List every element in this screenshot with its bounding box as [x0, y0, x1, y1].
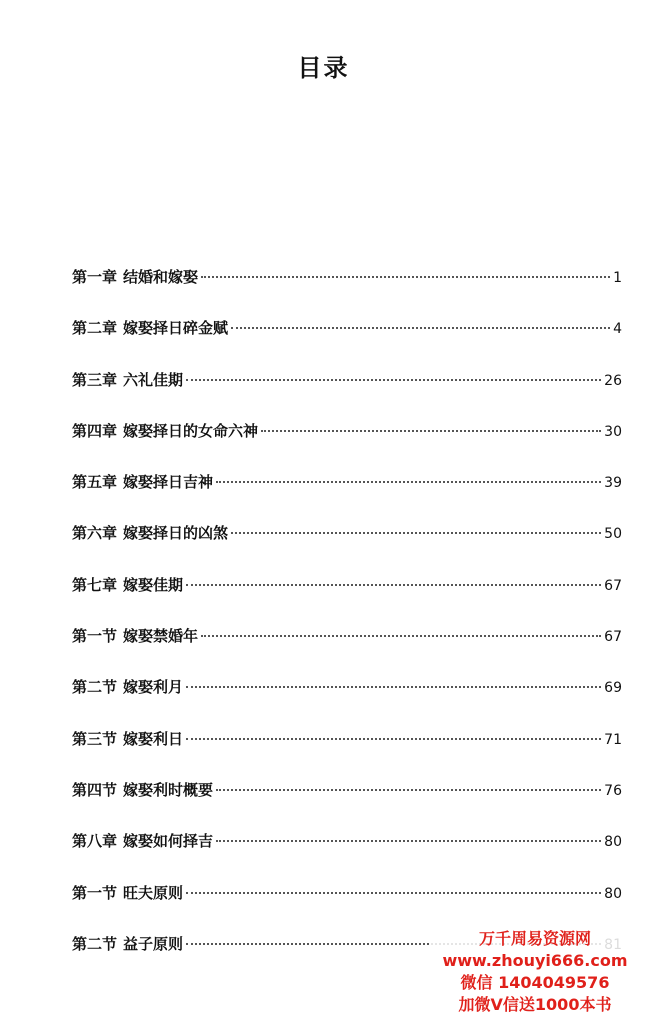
toc-entry-label [72, 676, 183, 697]
toc-entry-title: 六礼佳期 [123, 370, 184, 389]
toc-entry-title: 嫁娶择日碎金赋 [123, 319, 229, 338]
toc-entry-page-number: 71 [604, 731, 622, 748]
toc-entry-label [72, 779, 213, 800]
toc-entry-title: 嫁娶利时概要 [123, 780, 214, 799]
toc-entry-page-number: 4 [613, 321, 622, 338]
toc-entry-title: 嫁娶择日的凶煞 [123, 524, 229, 543]
toc-entry-title: 嫁娶佳期 [123, 575, 184, 594]
watermark [430, 928, 640, 1016]
toc-entry-label [72, 471, 213, 492]
toc-dot-leader [216, 789, 601, 791]
toc-entry-number: 第二节 [72, 678, 118, 697]
toc-dot-leader [201, 276, 610, 278]
toc-dot-leader [186, 686, 601, 688]
toc-dot-leader [216, 481, 601, 483]
toc-entry-title: 嫁娶如何择吉 [123, 832, 214, 851]
toc-entry-number: 第三节 [72, 729, 118, 748]
toc-entry-label [72, 728, 183, 749]
toc-dot-leader [261, 430, 601, 432]
toc-entry [72, 266, 622, 317]
toc-entry [72, 471, 622, 522]
toc-entry-number: 第一节 [72, 627, 118, 646]
toc-entry-page-number: 67 [604, 577, 622, 594]
toc-entry-title: 嫁娶利月 [123, 678, 184, 697]
toc-dot-leader [186, 738, 601, 740]
toc-entry [72, 369, 622, 420]
toc-entry-title: 嫁娶择日的女命六神 [123, 421, 259, 440]
toc-entry-page-number: 67 [604, 629, 622, 646]
toc-entry-label [72, 882, 183, 903]
toc-entry [72, 779, 622, 830]
toc-entry [72, 522, 622, 573]
toc-entry-label [72, 266, 198, 287]
toc-entry-page-number: 50 [604, 526, 622, 543]
toc-entry-title: 嫁娶利日 [123, 729, 184, 748]
toc-entry-page-number: 1 [613, 270, 622, 286]
watermark-wechat: 微信 1404049576 [460, 973, 610, 992]
toc-entry-number: 第五章 [72, 473, 118, 492]
toc-dot-leader [186, 584, 601, 586]
toc-entry-label [72, 369, 183, 390]
toc-entry-title: 嫁娶择日吉神 [123, 473, 214, 492]
toc-entry-label [72, 420, 258, 441]
toc-entry-label [72, 933, 183, 954]
toc-entry-number: 第六章 [72, 524, 118, 543]
toc-entry-label [72, 625, 198, 646]
toc-entry-number: 第八章 [72, 832, 118, 851]
toc-entry-number: 第三章 [72, 370, 118, 389]
toc-entry [72, 574, 622, 625]
toc-entry-page-number: 80 [604, 834, 622, 851]
toc-entry [72, 830, 622, 881]
toc-entry [72, 317, 622, 368]
toc-entry-number: 第一节 [72, 883, 118, 902]
toc-entry [72, 882, 622, 933]
toc-entry-page-number: 80 [604, 885, 622, 902]
toc-entry-label [72, 317, 228, 338]
toc-entry-label [72, 574, 183, 595]
toc-dot-leader [231, 532, 601, 534]
page-title: 目录 [297, 54, 350, 82]
toc-dot-leader [186, 379, 601, 381]
toc-entry-title: 结婚和嫁娶 [123, 268, 199, 286]
watermark-url: www.zhouyi666.com [442, 951, 628, 970]
toc-entry-number: 第四节 [72, 780, 118, 799]
toc-entry-page-number: 76 [604, 782, 622, 799]
toc-entry [72, 728, 622, 779]
table-of-contents [72, 266, 622, 984]
toc-dot-leader [201, 635, 601, 637]
toc-entry-number: 第四章 [72, 421, 118, 440]
toc-entry [72, 420, 622, 471]
toc-entry-page-number: 30 [604, 423, 622, 440]
toc-entry-title: 旺夫原则 [123, 883, 184, 902]
watermark-line-1: 万千周易资源网 [478, 929, 591, 948]
toc-entry-label [72, 522, 228, 543]
watermark-offer: 加微V信送1000本书 [458, 995, 612, 1014]
toc-entry-number: 第一章 [72, 268, 118, 286]
toc-entry [72, 676, 622, 727]
toc-dot-leader [231, 327, 610, 329]
toc-entry-number: 第二节 [72, 934, 118, 953]
toc-entry-page-number: 39 [604, 475, 622, 492]
toc-entry-page-number: 69 [604, 680, 622, 697]
toc-entry-title: 益子原则 [123, 934, 184, 953]
toc-entry-number: 第七章 [72, 575, 118, 594]
toc-dot-leader [186, 892, 601, 894]
toc-entry-number: 第二章 [72, 319, 118, 338]
toc-entry-label [72, 830, 213, 851]
toc-entry-page-number: 26 [604, 372, 622, 389]
toc-dot-leader [216, 840, 601, 842]
toc-entry [72, 625, 622, 676]
toc-entry-title: 嫁娶禁婚年 [123, 627, 199, 646]
